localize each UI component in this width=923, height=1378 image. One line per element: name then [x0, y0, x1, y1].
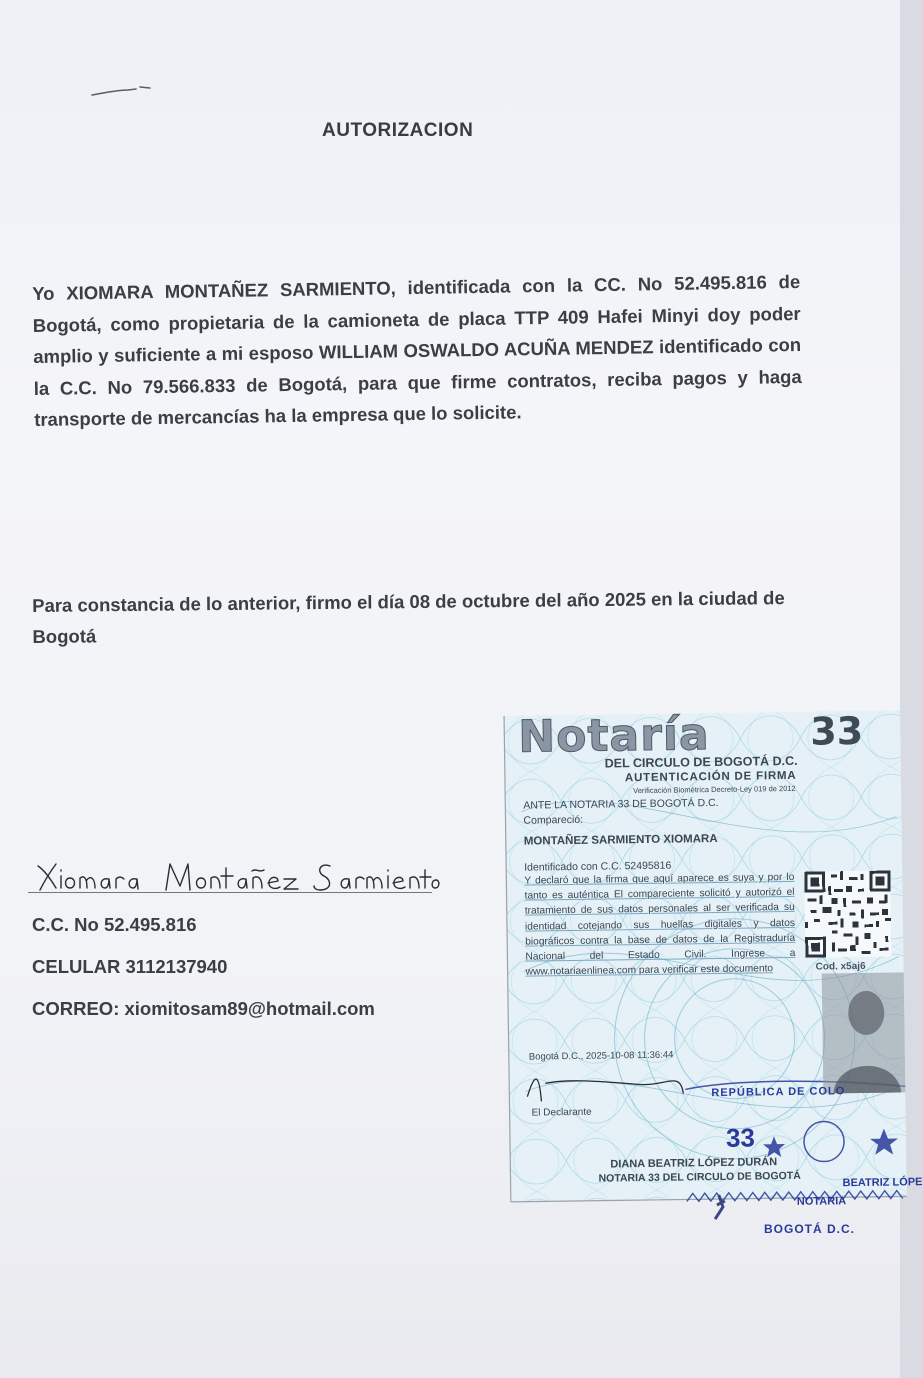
closing-paragraph: Para constancia de lo anterior, firmo el día 08 de octubre del año 2025 en la ciudad de Bogotá — [32, 587, 785, 647]
document-title: AUTORIZACION — [322, 120, 474, 141]
circulo-line: DEL CIRCULO DE BOGOTÁ D.C. — [604, 753, 798, 771]
declaration-paragraph: Y declaró que la firma que aquí aparece es suya y por lo tanto es auténtica El compareciente solicitó y autorizó el tratamiento de sus datos personales al ser verificada su identidad cotejando sus huellas digitales y datos biográficos contra la base de datos de la Registraduría Nacional del Estado Civil. Ingrese a www.notariaenlinea.com para verificar este documento — [524, 871, 796, 978]
seal-notary-role: NOTARIA — [796, 1195, 847, 1208]
authentication-datetime: Bogotá D.C., 2025-10-08 11:36:44 — [528, 1049, 674, 1063]
notaria-number: 33 — [809, 708, 864, 754]
declarante-label: El Declarante — [531, 1106, 592, 1119]
handwritten-signature — [30, 848, 440, 898]
seal-notary-name: BEATRIZ LÓPE — [842, 1176, 923, 1190]
seal-number: 33 — [725, 1122, 756, 1153]
notary-stamp — [500, 706, 923, 1212]
seal-republica-text: REPÚBLICA DE COLO — [711, 1085, 846, 1100]
celular-line: CELULAR 3112137940 — [32, 956, 228, 977]
notary-name: DIANA BEATRIZ LÓPEZ DURÁN — [610, 1156, 778, 1171]
cc-line: C.C. No 52.495.816 — [32, 914, 197, 935]
photo-thumbnail — [822, 972, 906, 1093]
ante-line: ANTE LA NOTARIA 33 DE BOGOTÁ D.C. — [523, 796, 719, 812]
pen-mark — [90, 84, 152, 98]
verification-code: Cod. x5aj6 — [815, 960, 866, 973]
notaria-logo: Notaría — [517, 709, 710, 763]
qr-code-icon — [804, 871, 891, 958]
seal-city: BOGOTÁ D.C. — [764, 1222, 855, 1236]
notary-title: NOTARIA 33 DEL CIRCULO DE BOGOTÁ — [598, 1169, 801, 1185]
verification-line: Verificación Biométrica Decreto-Ley 019 de 2012 — [633, 783, 796, 796]
correo-line: CORREO: xiomitosam89@hotmail.com — [32, 998, 375, 1019]
comparecio-label: Compareció: — [523, 813, 584, 827]
autenticacion-heading: AUTENTICACIÓN DE FIRMA — [624, 769, 797, 785]
signature-line — [28, 892, 432, 893]
identificado-line: Identificado con C.C. 52495816 — [524, 859, 672, 874]
compareciente-name: MONTAÑEZ SARMIENTO XIOMARA — [523, 832, 718, 848]
authorization-paragraph: Yo XIOMARA MONTAÑEZ SARMIENTO, identificada con la CC. No 52.495.816 de Bogotá, como propietaria de la camioneta de placa TTP 409 Hafei Minyi doy poder amplio y suficiente a mi esposo WILLIAM OSWALDO ACUÑA MENDEZ identificado con la C.C. No 79.566.833 de Bogotá, para que firme contratos, reciba pagos y haga transporte de mercancías ha la empresa que lo solicite. — [32, 270, 802, 430]
